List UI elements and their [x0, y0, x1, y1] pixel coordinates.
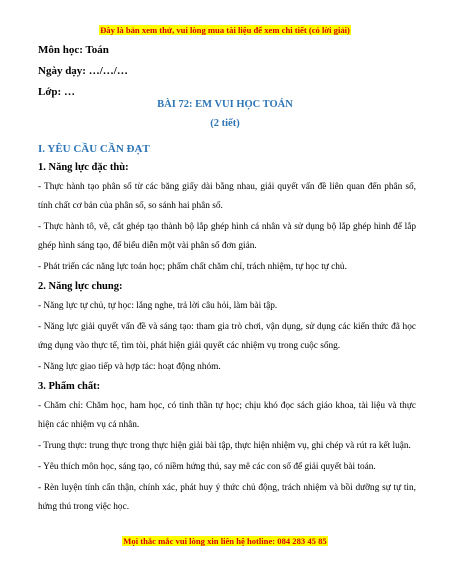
subject-line: Môn học: Toán [38, 44, 109, 56]
preview-notice-text: Đây là bản xem thử, vui lòng mua tài liệu để xem chi tiết (có lời giải) [100, 25, 350, 35]
competency-specific-item: - Phát triển các năng lực toán học; phẩm chất chăm chỉ, trách nhiệm, tự học tự chủ. [38, 262, 347, 272]
document-body [38, 141, 416, 519]
date-line: Ngày dạy: …/…/… [38, 65, 128, 77]
grade-line: Lớp: … [38, 86, 75, 98]
hotline-text: Mọi thắc mắc vui lòng xin liên hệ hotline: 084 283 45 85 [123, 536, 327, 546]
competency-general-heading: 2. Năng lực chung: [38, 281, 123, 292]
qualities-item: - Chăm chỉ: Chăm học, ham học, có tinh thần tự học; chịu khó đọc sách giáo khoa, tài liệu và thực hiện các nhiệm vụ cá nhân. [38, 401, 416, 430]
section-title: I. YÊU CẦU CẦN ĐẠT [38, 143, 150, 155]
hotline-banner [0, 536, 450, 546]
competency-specific-item: - Thực hành tạo phân số từ các băng giấy dài bằng nhau, giải quyết vấn đề liên quan đến phân số, tính chất cơ bản của phân số, so sánh hai phân số. [38, 182, 416, 211]
competency-general-item: - Năng lực giao tiếp và hợp tác: hoạt động nhóm. [38, 362, 221, 372]
lesson-duration: (2 tiết) [210, 118, 240, 129]
qualities-item: - Rèn luyện tính cẩn thận, chính xác, phát huy ý thức chủ động, trách nhiệm và bồi dưỡng sự tự tin, hứng thú trong việc học. [38, 483, 416, 512]
competency-general-item: - Năng lực tự chủ, tự học: lắng nghe, trả lời câu hỏi, làm bài tập. [38, 301, 278, 311]
preview-notice-banner [36, 25, 414, 35]
competency-specific-heading: 1. Năng lực đặc thù: [38, 162, 129, 173]
competency-general-item: - Năng lực giải quyết vấn đề và sáng tạo: tham gia trò chơi, vận dụng, sử dụng các kiến thức đã học ứng dụng vào thực tế, tìm tòi, phát hiện giải quyết các nhiệm vụ trong cuộc sống. [38, 322, 416, 351]
lesson-title: BÀI 72: EM VUI HỌC TOÁN [157, 99, 293, 110]
qualities-heading: 3. Phẩm chất: [38, 381, 101, 392]
qualities-item: - Yêu thích môn học, sáng tạo, có niềm hứng thú, say mê các con số để giải quyết bài toán. [38, 462, 376, 472]
qualities-item: - Trung thực: trung thực trong thực hiện giải bài tập, thực hiện nhiệm vụ, ghi chép và rút ra kết luận. [38, 441, 411, 451]
competency-specific-item: - Thực hành tô, vẽ, cắt ghép tạo thành bộ lắp ghép hình cá nhân và sử dụng bộ lắp ghép hình để lắp ghép hình sáng tạo, để biểu diễn một vài phân số đơn giản. [38, 222, 416, 251]
